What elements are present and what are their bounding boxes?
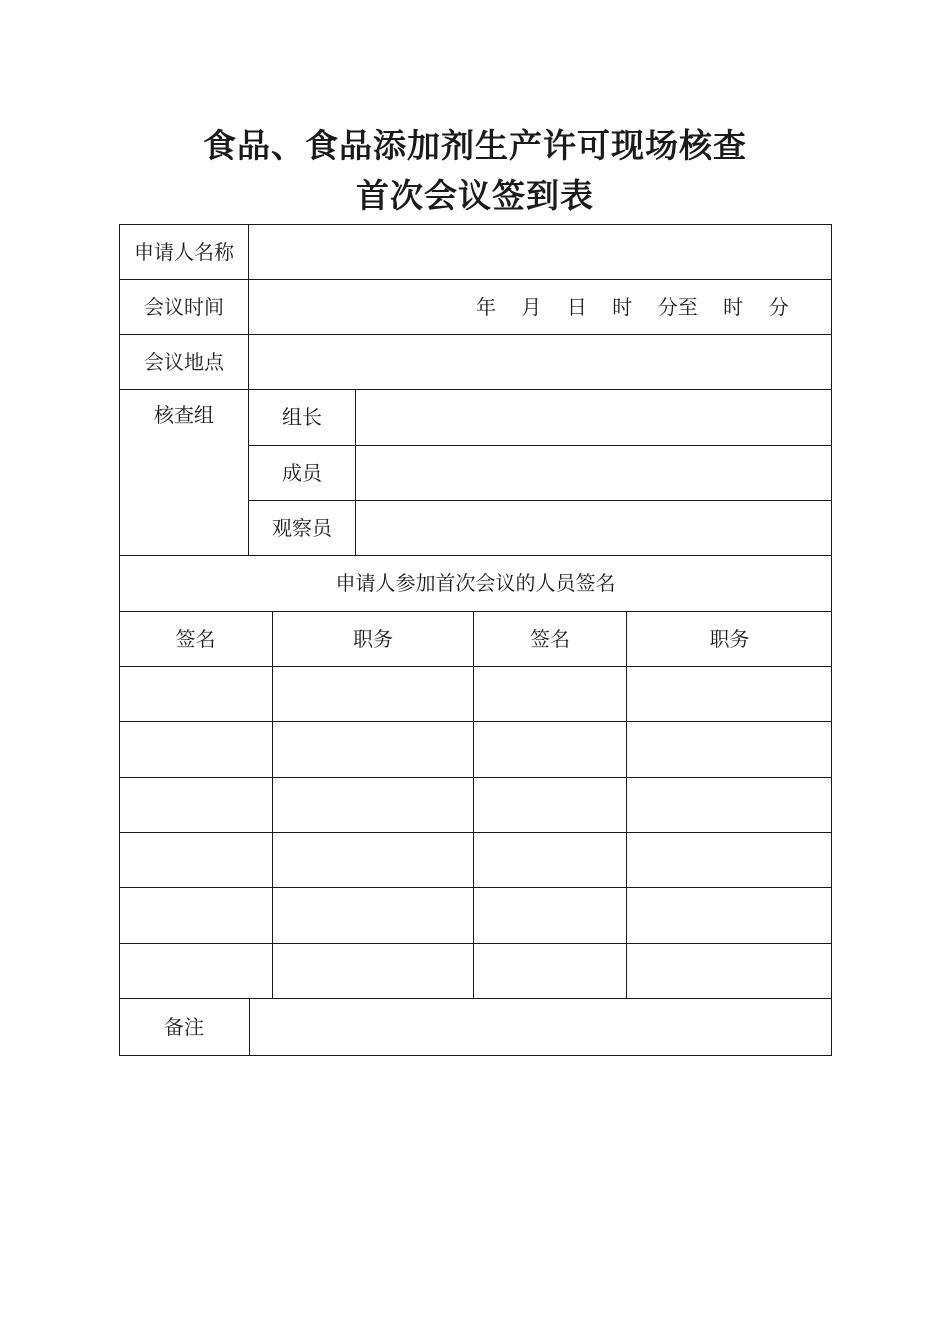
form-title-line-2: 首次会议签到表	[356, 176, 594, 215]
position-2-cell[interactable]	[627, 832, 832, 887]
position-2-cell[interactable]	[627, 721, 832, 777]
signature-2-cell[interactable]	[474, 943, 626, 998]
attendees-header: 申请人参加首次会议的人员签名	[335, 571, 616, 595]
position-1-cell[interactable]	[273, 777, 473, 832]
form-title-line-1: 食品、食品添加剂生产许可现场核查	[203, 126, 747, 165]
signature-1-cell[interactable]	[119, 832, 272, 887]
leader-label: 组长	[282, 405, 322, 429]
position-2-cell[interactable]	[627, 777, 832, 832]
meeting-time-field[interactable]	[249, 279, 832, 334]
observer-field[interactable]	[356, 500, 832, 555]
signature-1-cell[interactable]	[119, 721, 272, 777]
position-2-cell[interactable]	[627, 943, 832, 998]
position-2-cell[interactable]	[627, 887, 832, 943]
meeting-place-field[interactable]	[249, 334, 832, 389]
col-position-1: 职务	[353, 626, 393, 651]
col-signature-1: 签名	[175, 626, 216, 651]
remarks-field[interactable]	[250, 998, 832, 1056]
col-signature-2: 签名	[530, 626, 570, 651]
signature-2-cell[interactable]	[474, 887, 626, 943]
position-1-cell[interactable]	[273, 943, 473, 998]
leader-field[interactable]	[356, 389, 832, 445]
position-1-cell[interactable]	[273, 666, 473, 721]
observer-label: 观察员	[272, 515, 332, 540]
inspection-group-label: 核查组	[154, 403, 214, 427]
applicant-name-label: 申请人名称	[134, 239, 234, 264]
position-1-cell[interactable]	[273, 887, 473, 943]
signature-1-cell[interactable]	[119, 943, 272, 998]
signature-1-cell[interactable]	[119, 887, 272, 943]
signature-2-cell[interactable]	[474, 721, 626, 777]
meeting-time-label: 会议时间	[144, 294, 224, 319]
position-1-cell[interactable]	[273, 832, 473, 887]
position-1-cell[interactable]	[273, 721, 473, 777]
signature-1-cell[interactable]	[119, 666, 272, 721]
meeting-place-label: 会议地点	[144, 349, 224, 374]
meeting-time-template: 年 月 日 时 分至 时 分	[476, 295, 789, 319]
signature-2-cell[interactable]	[474, 666, 626, 721]
remarks-label: 备注	[164, 1015, 204, 1039]
signature-2-cell[interactable]	[474, 777, 626, 832]
applicant-name-field[interactable]	[249, 224, 832, 279]
member-field[interactable]	[356, 445, 832, 500]
position-2-cell[interactable]	[627, 666, 832, 721]
member-label: 成员	[282, 460, 322, 485]
signature-1-cell[interactable]	[119, 777, 272, 832]
signature-2-cell[interactable]	[474, 832, 626, 887]
col-position-2: 职务	[709, 626, 750, 651]
